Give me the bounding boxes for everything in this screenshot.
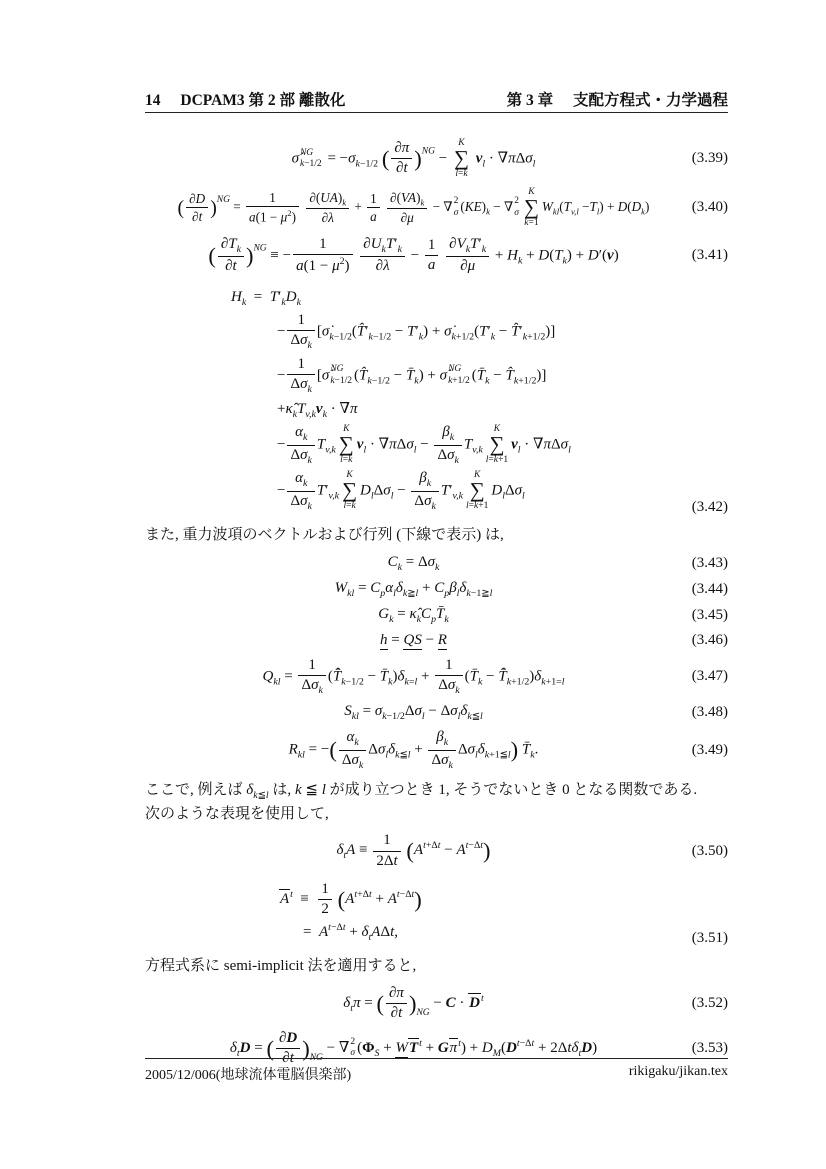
equation-3-43	[145, 554, 728, 573]
equation-3-45	[145, 606, 728, 625]
header-rule	[145, 112, 728, 113]
equation-body: $\delta_tD$ = ( $\frac{\partial D}{\partial t}$ )$_{NG}$ − ∇ 2 σ $(\Phi_S + WT^t + G\pi^t) + D_M(D^{t-\Delta t} + 2\Delta t\delta_tD)$	[229, 1029, 598, 1066]
footer-right: rikigaku/jikan.tex	[628, 1064, 728, 1079]
equation-3-42	[145, 285, 728, 516]
equation-body: $Q_{kl}$ = $\frac{1}{\Delta\sigma_k}$ ($T̄̂_{k-1/2}$ − $T̄_k)\delta_{k=l}$ + $\frac{1}{\Delta\sigma_k}$ ($T̄_k$ − $T̄̂_{k+1/2})\delta_{k+1=l}$	[262, 656, 565, 697]
equation-3-49	[145, 729, 728, 771]
equation-3-41	[145, 236, 728, 276]
equation-3-39	[145, 138, 728, 180]
equation-number: (3.50)	[691, 842, 728, 859]
equation-body: $\delta_tA$ ≡ $\frac{1}{2\Delta t}$ $(A^{t+\Delta t} - A^{t-\Delta t})$	[336, 832, 491, 869]
equation-number: (3.47)	[691, 668, 728, 685]
equation-number: (3.45)	[691, 606, 728, 623]
equation-number: (3.53)	[691, 1039, 728, 1056]
equation-body: $G_k$ = $\kappâ_kC_pT̄_k$	[378, 605, 449, 625]
equation-body: $W_{kl} = C_p\alpha_l\delta_{k≧l} + C_p\beta_l\delta_{k-1≧l}$	[334, 579, 493, 599]
page-header	[145, 88, 728, 110]
header-chapter: 第 3 章	[506, 92, 554, 109]
header-right	[507, 88, 728, 110]
paragraph-semi-implicit: 方程式系に semi-implicit 法を適用すると,	[145, 958, 417, 975]
equation-3-53	[145, 1030, 728, 1068]
header-right-title: 支配方程式・力学過程	[572, 92, 728, 109]
footer-left: 2005/12/006(地球流体電脳倶楽部)	[145, 1068, 352, 1083]
equation-number: (3.48)	[691, 704, 728, 721]
equation-number: (3.46)	[691, 632, 728, 649]
equation-number: (3.44)	[691, 580, 728, 597]
equation-body: ( $\frac{\partial D}{\partial t}$ )$^{NG}$ = $\frac{1}{a(1 - \mu^2)}$ $\frac{\partial(UA)_k}{\partial\lambda}$ + $\frac{1}{a}$ $\frac{\partial(VA)_k}{\partial\mu}$ − ∇ 2 σ $(KE)_k$ − ∇ 2 σ K ∑ k=1 $W_{kl}(T_{v,l} -T_l) + D(D_k)$	[177, 186, 650, 228]
equation-body: $S_{kl} = \sigma_{k-1/2}\Delta\sigma_l - \Delta\sigma_l\delta_{k≦l}$	[344, 703, 483, 723]
header-left	[145, 88, 345, 110]
equation-3-50	[145, 832, 728, 870]
equation-number: (3.40)	[691, 199, 728, 216]
equation-3-51	[145, 877, 728, 948]
equation-3-48	[145, 703, 728, 722]
equation-number: (3.49)	[691, 741, 728, 758]
equation-body: σ̇ NG k−1/2 = $-\sigma_{k-1/2}$ ( $\frac{\partial\pi}{\partial t}$ )$^{NG}$ − K ∑ l=k $v_l \cdot \nabla\pi\Delta\sigma_l$	[291, 138, 536, 179]
equation-number: (3.42)	[691, 499, 728, 516]
page-footer	[145, 1064, 728, 1084]
equation-3-44	[145, 580, 728, 599]
footer-rule	[145, 1058, 728, 1059]
equation-number: (3.39)	[691, 150, 728, 167]
equation-body: $A^t$ ≡ $\frac{1}{2}$ $(A^{t+\Delta t} + A^{t-\Delta t})$ = $A^{t-\Delta t} + \delta_tA\Delta t$,	[280, 880, 422, 944]
equation-3-47	[145, 657, 728, 697]
equation-number: (3.52)	[691, 995, 728, 1012]
equation-3-52	[145, 985, 728, 1023]
paragraph-gravity-wave: また, 重力波項のベクトルおよび行列 (下線で表示) は,	[145, 527, 504, 544]
page-number: 14	[145, 92, 161, 109]
equation-body: $R_{kl}$ = −( $\frac{\alpha_k}{\Delta\sigma_k}$ $\Delta\sigma_l\delta_{k≦l}$ + $\frac{\beta_k}{\Delta\sigma_k}$ $\Delta\sigma_l\delta_{k+1≦l}$) $T̄_k$.	[288, 729, 539, 771]
paragraph-delta-condition: ここで, 例えば $\delta_{k≦l}$ は, k ≦ l が成り立つとき 1, そうでないとき 0 となる関数である. 次のような表現を使用して,	[145, 782, 698, 822]
equation-body: $C_k = \Delta\sigma_k$	[387, 553, 440, 573]
header-left-title: DCPAM3 第 2 部 離散化	[180, 92, 346, 109]
equation-number: (3.43)	[691, 554, 728, 571]
equation-body: ( $\frac{\partial T_k}{\partial t}$ )$^{NG}$ ≡ − $\frac{1}{a(1 - \mu^2)}$ $\frac{\partial U_kT'_k}{\partial\lambda}$ − $\frac{1}{a}$ $\frac{\partial V_kT'_k}{\partial\mu}$ + $H_k + D(T_k) + D'(v)$	[208, 235, 619, 274]
content	[145, 124, 728, 1074]
equation-number: (3.41)	[691, 246, 728, 263]
equation-3-40	[145, 187, 728, 229]
equation-body: $\delta_t\pi$ = ( $\frac{\partial\pi}{\partial t}$ )$_{NG} - C \cdot D^t$	[343, 985, 484, 1022]
equation-body: $H_k = T'_kD_k$ − $\frac{1}{\Delta\sigma_k}$ [$\sigmȧ_{k-1/2}(T̂'_{k-1/2} - T'_k)$ + $\sigmȧ_{k+1/2}(T'_k$ − $T̂'_{k+1/2}$)] − $\frac{1}{\Delta\sigma_k}$ [σ̇ NG k−1/2 ($T̂_{k-1/2}$ − $T̄_k$) + σ̇ NG k+1/2 ($T̄_k$ − $T̂_{k+1/2}$)] $+\kappâ_kT_{v,k}v_k \cdot \nabla\pi$ − $\frac{\alpha_k}{\Delta\sigma_k}$ $T_{v,k}$ K ∑ l=k $v_l \cdot \nabla\pi\Delta\sigma_l$ − $\frac{\beta_k}{\Delta\sigma_k}$ $T_{v,k}$ K ∑ l=k+1 $v_l \cdot \nabla\pi\Delta\sigma_l$ − $\frac{\alpha_k}{\Delta\sigma_k}$ $T'_{v,k}$ K ∑ l=k $D_l\Delta\sigma_l$ − $\frac{\beta_k}{\Delta\sigma_k}$ $T'_{v,k}$ K ∑ l=k+1 $D_l\Delta\sigma_l$	[231, 289, 571, 512]
equation-number: (3.51)	[691, 930, 728, 947]
equation-3-46	[145, 632, 728, 650]
equation-body: h = QS − R	[380, 631, 447, 648]
